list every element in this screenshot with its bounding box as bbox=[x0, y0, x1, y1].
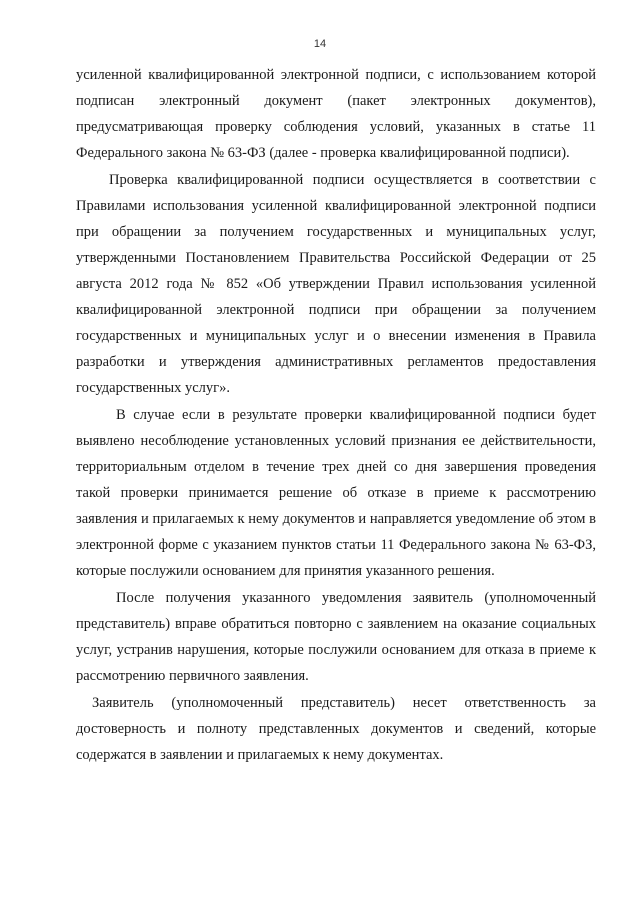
document-body bbox=[76, 62, 596, 768]
paragraph-3: В случае если в результате проверки квалифицированной подписи будет выявлено несоблюдение установленных условий признания ее действительности, территориальным отделом в течение трех дней со дня завершения проведения такой проверки принимается решение об отказе в приеме к рассмотрению заявления и прилагаемых к нему документов и направляется уведомление об этом в электронной форме с указанием пунктов статьи 11 Федерального закона № 63-ФЗ, которые послужили основанием для принятия указанного решения. bbox=[76, 407, 596, 579]
paragraph-4: После получения указанного уведомления заявитель (уполномоченный представитель) вправе обратиться повторно с заявлением на оказание социальных услуг, устранив нарушения, которые послужили основанием для отказа в приеме к рассмотрению первичного заявления. bbox=[76, 590, 596, 684]
page-number: 14 bbox=[313, 38, 327, 50]
paragraph-2: Проверка квалифицированной подписи осуществляется в соответствии с Правилами использования усиленной квалифицированной электронной подписи при обращении за получением государственных и муниципальных услуг, утвержденными Постановлением Правительства Российской Федерации от 25 августа 2012 года № 852 «Об утверждении Правил использования усиленной квалифицированной электронной подписи при обращении за получением государственных и муниципальных услуг и о внесении изменения в Правила разработки и утверждения административных регламентов предоставления государственных услуг». bbox=[76, 172, 596, 396]
paragraph-5: Заявитель (уполномоченный представитель) несет ответственность за достоверность и полноту представленных документов и сведений, которые содержатся в заявлении и прилагаемых к нему документах. bbox=[76, 695, 596, 763]
paragraph-1: усиленной квалифицированной электронной подписи, с использованием которой подписан электронный документ (пакет электронных документов), предусматривающая проверку соблюдения условий, указанных в статье 11 Федерального закона № 63-ФЗ (далее - проверка квалифицированной подписи). bbox=[76, 67, 596, 161]
